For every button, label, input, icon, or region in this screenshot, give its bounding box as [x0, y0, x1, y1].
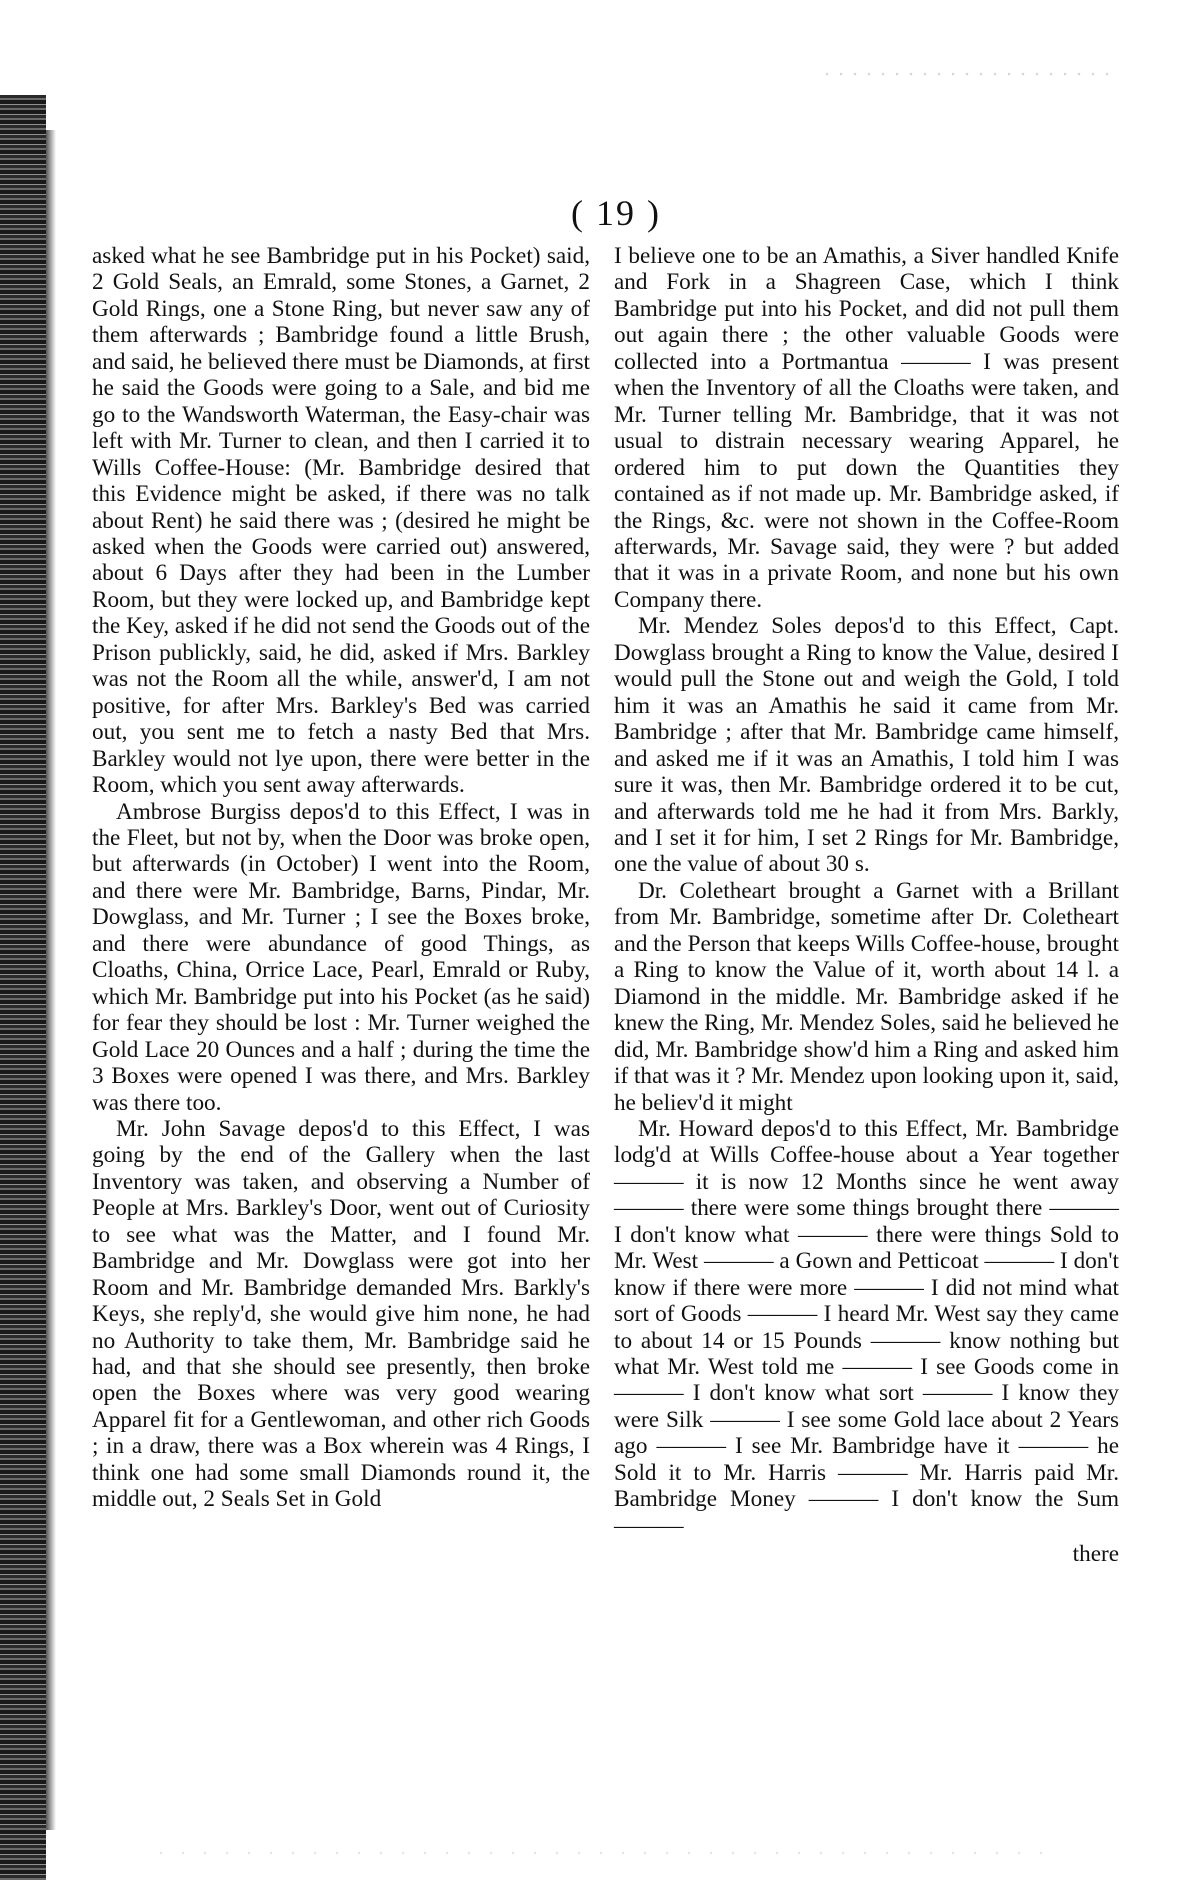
right-paragraph-2: Mr. Mendez Soles depos'd to this Effect, Capt. Dowglass brought a Ring to know the Value, desired I would pull the Stone out and weigh the Gold, I told him it was an Amathis he said it came from Mr. Bambridge ; after that Mr. Bambridge came himself, and asked me if it was an Amathis, I told him I was sure it was, then Mr. Bambridge ordered it to be cut, and afterwards told me he had it from Mrs. Barkly, and I set it for him, I set 2 Rings for Mr. Bambridge, one the value of about 30 s. — [614, 613, 1119, 878]
left-paragraph-1: asked what he see Bambridge put in his Pocket) said, 2 Gold Seals, an Emrald, some Stones, a Garnet, 2 Gold Rings, one a Stone Ring, but never saw any of them afterwards ; Bambridge found a little Brush, and said, he believed there must be Diamonds, at first he said the Goods were going to a Sale, and bid me go to the Wandsworth Waterman, the Easy-chair was left with Mr. Turner to clean, and then I carried it to Wills Coffee-House: (Mr. Bambridge desired that this Evidence might be asked, if there was no talk about Rent) he said there was ; (desired he might be asked when the Goods were carried out) answered, about 6 Days after they had been in the Lumber Room, but they were locked up, and Bambridge kept the Key, asked if he did not send the Goods out of the Prison publickly, said, he did, asked if Mrs. Barkley was not the Room all the while, answer'd, I am not positive, for after Mrs. Barkley's Bed was carried out, you sent me to fetch a nasty Bed that Mrs. Barkley would not lye upon, there were better in the Room, which you sent away afterwards. — [92, 243, 590, 799]
right-paragraph-1: I believe one to be an Amathis, a Siver handled Knife and Fork in a Shagreen Case, which I think Bambridge put into his Pocket, and did not pull them out again there ; the other valuable Goods were collected into a Portmantua ——— I was present when the Inventory of all the Cloaths were taken, and Mr. Turner telling Mr. Bambridge, that it was not usual to distrain necessary wearing Apparel, he ordered him to put down the Quantities they contained as if not made up. Mr. Bambridge asked, if the Rings, &c. were not shown in the Coffee-Room afterwards, Mr. Savage said, they were ? but added that it was in a private Room, and none but his own Company there. — [614, 243, 1119, 613]
page-number: ( 19 ) — [571, 193, 661, 233]
binding-shadow — [46, 130, 56, 1830]
binding-edge — [0, 95, 46, 1880]
scan-artifact-bottom — [150, 1850, 1050, 1856]
left-column — [92, 243, 590, 1513]
right-column — [614, 243, 1119, 1568]
left-paragraph-2: Ambrose Burgiss depos'd to this Effect, I was in the Fleet, but not by, when the Door was broke open, but afterwards (in October) I went into the Room, and there were Mr. Bambridge, Barns, Pindar, Mr. Dowglass, and Mr. Turner ; I see the Boxes broke, and there were abundance of good Things, as Cloaths, China, Orrice Lace, Pearl, Emrald or Ruby, which Mr. Bambridge put into his Pocket (as he said) for fear they should be lost : Mr. Turner weighed the Gold Lace 20 Ounces and a half ; during the time the 3 Boxes were opened I was there, and Mrs. Barkley was there too. — [92, 798, 590, 1116]
right-paragraph-3: Dr. Coletheart brought a Garnet with a Brillant from Mr. Bambridge, sometime after Dr. Coletheart and the Person that keeps Wills Coffee-house, brought a Ring to know the Value of it, worth about 14 l. a Diamond in the middle. Mr. Bambridge asked if he knew the Ring, Mr. Mendez Soles, said he believed he did, Mr. Bambridge show'd him a Ring and asked him if that was it ? Mr. Mendez upon looking upon it, said, he believ'd it might — [614, 877, 1119, 1116]
right-paragraph-4: Mr. Howard depos'd to this Effect, Mr. Bambridge lodg'd at Wills Coffee-house about a Year together ——— it is now 12 Months since he went away ——— there were some things brought there ——— I don't know what ——— there were things Sold to Mr. West ——— a Gown and Petticoat ——— I don't know if there were more ——— I did not mind what sort of Goods ——— I heard Mr. West say they came to about 14 or 15 Pounds ——— know nothing but what Mr. West told me ——— I see Goods come in ——— I don't know what sort ——— I know they were Silk ——— I see some Gold lace about 2 Years ago ——— I see Mr. Bambridge have it ——— he Sold it to Mr. Harris ——— Mr. Harris paid Mr. Bambridge Money ——— I don't know the Sum ——— — [614, 1115, 1119, 1539]
scan-artifact-top — [820, 70, 1120, 78]
left-paragraph-3: Mr. John Savage depos'd to this Effect, I was going by the end of the Gallery when the last Inventory was taken, and observing a Number of People at Mrs. Barkley's Door, went out of Curiosity to see what was the Matter, and I found Mr. Bambridge and Mr. Dowglass were got into her Room and Mr. Bambridge demanded Mrs. Barkly's Keys, she reply'd, she would give him none, he had no Authority to take them, Mr. Bambridge said he had, and that she should see presently, then broke open the Boxes where was very good wearing Apparel fit for a Gentlewoman, and other rich Goods ; in a draw, there was a Box wherein was 4 Rings, I think one had some small Diamonds round it, the middle out, 2 Seals Set in Gold — [92, 1115, 590, 1513]
catchword: there — [1072, 1541, 1119, 1568]
